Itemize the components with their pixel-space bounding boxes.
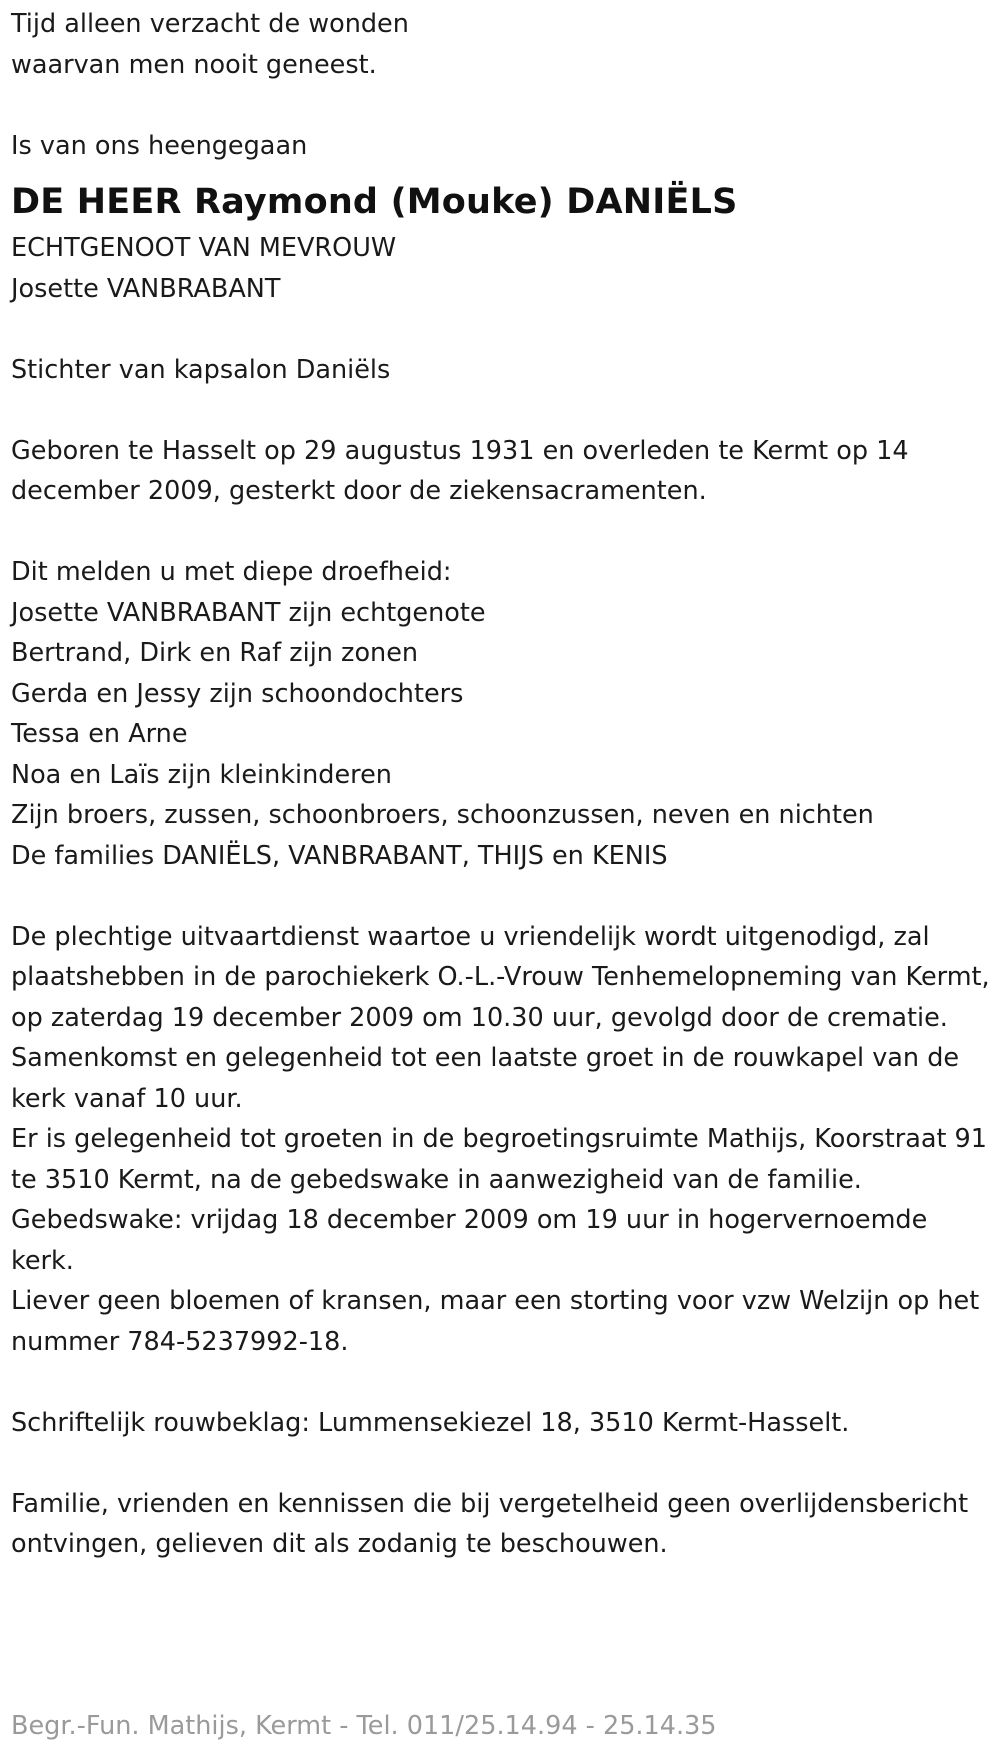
announcement-heading: Dit melden u met diepe droefheid:	[11, 557, 452, 587]
vigil-text: Gebedswake: vrijdag 18 december 2009 om 19 uur in hogervernoemde kerk.	[11, 1205, 928, 1276]
family-line: Bertrand, Dirk en Raf zijn zonen	[11, 638, 419, 668]
notice-text: Familie, vrienden en kennissen die bij vergetelheid geen overlijdensbericht ontvingen, gelieven dit als zodanig te beschouwen.	[11, 1488, 969, 1559]
spacer	[11, 1443, 1000, 1484]
greeting-text: Er is gelegenheid tot groeten in de begroetingsruimte Mathijs, Koorstraat 91 te 3510 Kermt, na de gebedswake in aanwezigheid van de familie.	[11, 1124, 987, 1195]
funeral-service-text: De plechtige uitvaartdienst waartoe u vriendelijk wordt uitgenodigd, zal plaatshebben in de parochiekerk O.-L.-Vrouw Tenhemelopneming van Kermt, op zaterdag 19 december 2009 om 10.30 uur, gevolgd door de crematie.	[11, 921, 990, 1033]
gathering-text: Samenkomst en gelegenheid tot een laatste groet in de rouwkapel van de kerk vanaf 10 uur.	[11, 1043, 960, 1114]
intro-text: Is van ons heengegaan	[11, 130, 308, 161]
spacer	[11, 1362, 1000, 1403]
spacer	[11, 512, 1000, 553]
family-line: Josette VANBRABANT zijn echtgenote	[11, 597, 486, 628]
family-line: Zijn broers, zussen, schoonbroers, schoonzussen, neven en nichten	[11, 800, 874, 830]
spacer	[11, 309, 1000, 350]
condolence-address: Schriftelijk rouwbeklag: Lummensekiezel 18, 3510 Kermt-Hasselt.	[11, 1407, 850, 1438]
spouse-name: Josette VANBRABANT	[11, 273, 281, 304]
family-line: De families DANIËLS, VANBRABANT, THIJS en KENIS	[11, 840, 668, 871]
donation-text: Liever geen bloemen of kransen, maar een storting voor vzw Welzijn op het nummer 784-5237992-18.	[11, 1286, 980, 1357]
family-line: Noa en Laïs zijn kleinkinderen	[11, 759, 392, 790]
funeral-home-footer: Begr.-Fun. Mathijs, Kermt - Tel. 011/25.14.94 - 25.14.35	[11, 1711, 717, 1741]
founder-text: Stichter van kapsalon Daniëls	[11, 354, 391, 385]
spacer	[11, 85, 1000, 126]
birth-death-text: Geboren te Hasselt op 29 augustus 1931 en overleden te Kermt op 14 december 2009, gesterkt door de ziekensacramenten.	[11, 435, 909, 506]
spouse-title: ECHTGENOOT VAN MEVROUW	[11, 233, 397, 263]
motto-line-1: Tijd alleen verzacht de wonden	[11, 9, 409, 39]
motto-line-2: waarvan men nooit geneest.	[11, 49, 377, 80]
family-line: Gerda en Jessy zijn schoondochters	[11, 678, 464, 709]
family-line: Tessa en Arne	[11, 719, 188, 749]
spacer	[11, 876, 1000, 917]
spacer	[11, 390, 1000, 431]
deceased-name: DE HEER Raymond (Mouke) DANIËLS	[11, 182, 738, 222]
